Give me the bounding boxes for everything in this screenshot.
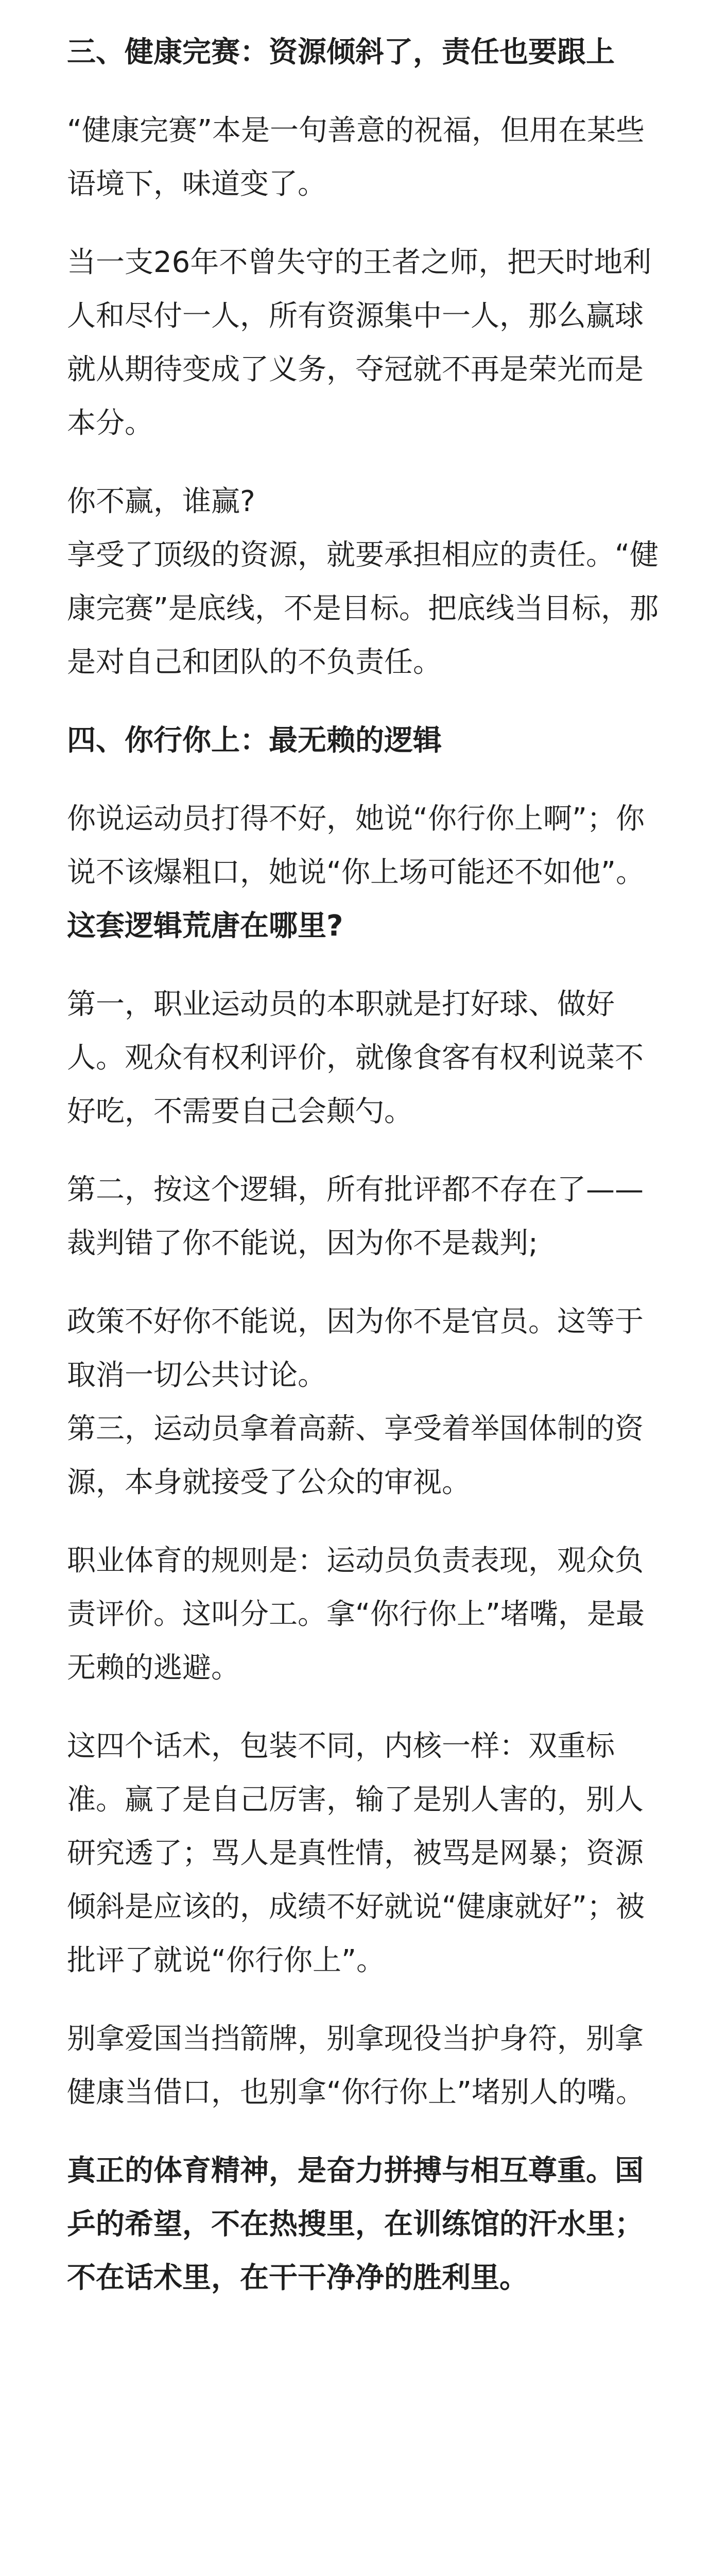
paragraph-resources: 当一支26年不曾失守的王者之师，把天时地利人和尽付一人，所有资源集中一人，那么赢球就从期待变成了义务，夺冠就不再是荣光而是本分。	[67, 246, 652, 440]
paragraph-policy: 政策不好你不能说，因为你不是官员。这等于取消一切公共讨论。	[67, 1305, 644, 1392]
paragraph-responsibility: 享受了顶级的资源，就要承担相应的责任。“健康完赛”是底线，不是目标。把底线当目标，那是对自己和团队的不负责任。	[67, 538, 659, 679]
paragraph-sports-spirit: 真正的体育精神，是奋力拼搏与相互尊重。国乒的希望，不在热搜里，在训练馆的汗水里；不在话术里，在干干净净的胜利里。	[67, 2154, 644, 2295]
paragraph-third-point: 第三，运动员拿着高薪、享受着举国体制的资源，本身就接受了公众的审视。	[67, 1412, 644, 1499]
paragraph-dont-use: 别拿爱国当挡箭牌，别拿现役当护身符，别拿健康当借口，也别拿“你行你上”堵别人的嘴。	[67, 2022, 645, 2109]
paragraph-you-do-it-text: 你说运动员打得不好，她说“你行你上啊”；你说不该爆粗口，她说“你上场可能还不如他”。	[67, 802, 645, 889]
article-body	[67, 26, 659, 2305]
section-4-heading: 四、你行你上：最无赖的逻辑	[67, 724, 442, 757]
paragraph-rules: 职业体育的规则是：运动员负责表现，观众负责评价。这叫分工。拿“你行你上”堵嘴，是最无赖的逃避。	[67, 1544, 645, 1685]
paragraph-second-point: 第二，按这个逻辑，所有批评都不存在了——裁判错了你不能说，因为你不是裁判;	[67, 1173, 644, 1260]
paragraph-who-wins: 你不赢，谁赢?	[67, 485, 255, 518]
section-3-heading: 三、健康完赛：资源倾斜了，责任也要跟上	[67, 36, 615, 69]
paragraph-double-standard: 这四个话术，包装不同，内核一样：双重标准。赢了是自己厉害，输了是别人害的，别人研究透了；骂人是真性情，被骂是网暴；资源倾斜是应该的，成绩不好就说“健康就好”；被批评了就说“你行你上”。	[67, 1730, 645, 1977]
paragraph-first-point: 第一，职业运动员的本职就是打好球、做好人。观众有权利评价，就像食客有权利说菜不好吃，不需要自己会颠勺。	[67, 988, 644, 1128]
paragraph-healthy-finish: “健康完赛”本是一句善意的祝福，但用在某些语境下，味道变了。	[67, 114, 645, 201]
paragraph-you-do-it-logic	[67, 792, 659, 953]
paragraph-you-do-it-question: 这套逻辑荒唐在哪里?	[67, 909, 343, 943]
